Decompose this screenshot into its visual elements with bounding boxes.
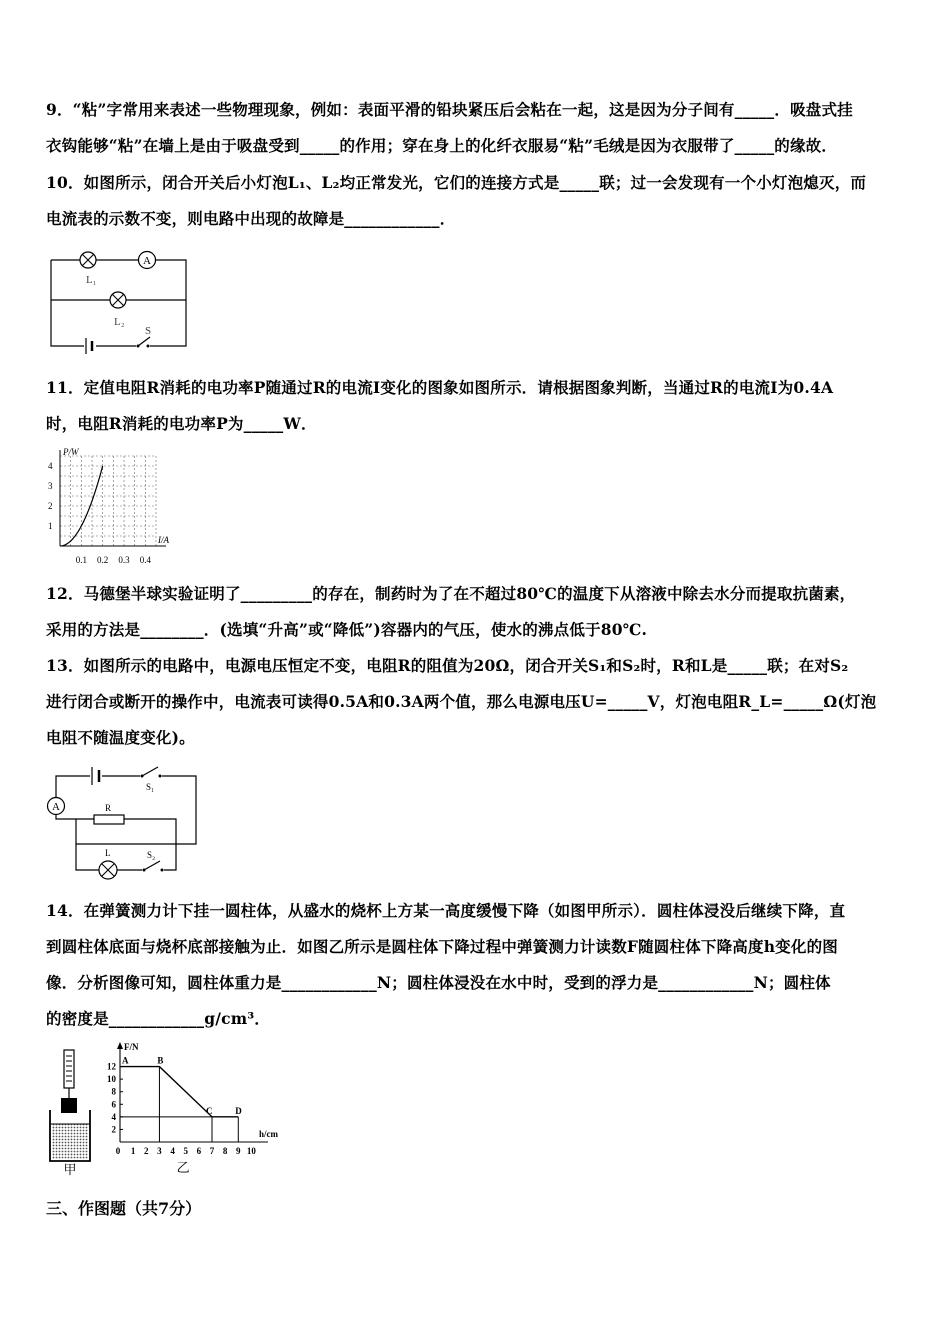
q12-line1: 12．马德堡半球实验证明了_________的存在，制药时为了在不超过80℃的温度下从溶液中除去水分而提取抗菌素，: [46, 584, 856, 603]
q9-line2: 衣钩能够“粘”在墙上是由于吸盘受到_____的作用；穿在身上的化纤衣服易“粘”毛绒是因为衣服带了_____的缘故．: [46, 136, 838, 155]
lamp-l1-label: L₁: [86, 274, 97, 286]
lamp-icon: [99, 861, 117, 879]
lamp-label: L: [105, 848, 111, 858]
x-tick-label: 7: [209, 1146, 215, 1156]
question-12: [46, 576, 908, 648]
figure-yi-label: 乙: [176, 1160, 190, 1175]
resistor-icon: [94, 815, 124, 824]
battery-icon: [90, 767, 102, 785]
q11-line1: 11．定值电阻R消耗的电功率P随通过R的电流I变化的图象如图所示．请根据图象判断，当通过R的电流I为0.4A: [46, 378, 834, 397]
y-tick-label: 12: [107, 1061, 116, 1072]
switch-icon: [136, 337, 150, 350]
x-tick-label: 0.1: [75, 555, 87, 565]
question-9: [46, 92, 908, 164]
y-tick-label: 1: [48, 521, 53, 531]
q10-line2: 电流表的示数不变，则电路中出现的故障是____________．: [46, 209, 456, 228]
beaker-icon: [50, 1110, 90, 1161]
x-tick-label: 6: [196, 1146, 202, 1156]
resistor-label: R: [105, 803, 112, 813]
switch-s2-icon: [142, 861, 164, 874]
lamp-l2-label: L₂: [114, 316, 125, 328]
battery-icon: [84, 338, 96, 354]
y-tick-label: 2: [48, 501, 53, 511]
x-axis-label: I/A: [158, 535, 169, 545]
y-tick-label: 8: [111, 1086, 116, 1097]
q13-line1: 13．如图所示的电路中，电源电压恒定不变，电阻R的阻值为20Ω，闭合开关S₁和S₂时，R和L是_____联；在对S₂: [46, 656, 849, 675]
section-3-heading: 三、作图题（共7分）: [46, 1199, 202, 1218]
y-axis-label: F/N: [124, 1042, 139, 1052]
x-tick-label: 4: [170, 1146, 175, 1156]
x-tick-label: 5: [183, 1146, 188, 1156]
figure-jia-label: 甲: [63, 1162, 77, 1176]
ammeter-icon: [139, 252, 156, 269]
y-tick-label: 4: [111, 1111, 116, 1122]
question-11: [46, 370, 908, 442]
q14-line4: 的密度是____________g/cm³．: [46, 1009, 271, 1028]
q10-line1: 10．如图所示，闭合开关后小灯泡L₁、L₂均正常发光，它们的连接方式是_____联；过一会发现有一个小灯泡熄灭，而: [46, 173, 867, 192]
cylinder-icon: [61, 1098, 77, 1113]
switch-s2-label: S₂: [147, 850, 156, 860]
lamp-l1-icon: [80, 252, 96, 268]
q13-line3: 电阻不随温度变化)。: [46, 728, 195, 747]
switch-s1-icon: [140, 767, 162, 780]
x-tick-label: 0.2: [97, 555, 109, 565]
x-tick-label: 0: [115, 1146, 121, 1156]
y-tick-label: 3: [48, 481, 53, 491]
y-axis-arrow: [117, 1042, 123, 1049]
q11-line2: 时，电阻R消耗的电功率P为_____W．: [46, 414, 317, 433]
point-label-b: B: [157, 1055, 164, 1066]
point-label-a: A: [122, 1055, 129, 1066]
q10-circuit-diagram: [46, 250, 191, 355]
x-tick-label: 8: [222, 1146, 228, 1156]
q13-circuit-diagram: [46, 764, 206, 884]
spring-scale-icon: [64, 1050, 74, 1098]
question-14: [46, 893, 908, 1037]
q11-power-current-chart: [46, 446, 181, 570]
y-axis-label: P/W: [63, 447, 79, 457]
y-tick-label: 10: [107, 1074, 116, 1085]
q13-line2: 进行闭合或断开的操作中，电流表可读得0.5A和0.3A两个值，那么电源电压U=_____V，灯泡电阻R_L=_____Ω(灯泡: [46, 692, 877, 711]
switch-label: S: [145, 325, 152, 337]
point-label-c: C: [206, 1105, 213, 1116]
x-tick-label: 1: [130, 1146, 136, 1156]
q14-line2: 到圆柱体底面与烧杯底部接触为止．如图乙所示是圆柱体下降过程中弹簧测力计读数F随圆柱体下降高度h变化的图: [46, 937, 838, 956]
y-tick-label: 6: [111, 1099, 116, 1110]
q12-line2: 采用的方法是________．(选填“升高”或“降低”)容器内的气压，使水的沸点低于80℃.: [46, 620, 648, 639]
q14-figure-jia: [46, 1048, 96, 1176]
x-tick-label: 2: [144, 1146, 149, 1156]
q14-line3: 像．分析图像可知，圆柱体重力是____________N；圆柱体浸没在水中时，受到的浮力是____________N；圆柱体: [46, 973, 831, 992]
ammeter-icon: [48, 798, 65, 815]
x-tick-label: 3: [157, 1146, 162, 1156]
lamp-l2-icon: [110, 292, 126, 308]
question-13: [46, 648, 908, 756]
x-tick-label: 9: [236, 1146, 241, 1156]
series-line-force: [120, 1067, 238, 1117]
x-tick-label: 10: [246, 1146, 256, 1156]
x-tick-label: 0.3: [118, 555, 130, 565]
question-10: [46, 165, 908, 237]
x-tick-label: 0.4: [139, 555, 151, 565]
q14-force-height-chart: [98, 1040, 290, 1176]
q9-line1: 9．“粘”字常用来表述一些物理现象，例如：表面平滑的铅块紧压后会粘在一起，这是因为分子间有_____．吸盘式挂: [46, 100, 853, 119]
x-axis-label: h/cm: [259, 1129, 278, 1139]
ammeter-label: A: [143, 255, 151, 267]
point-label-d: D: [235, 1105, 242, 1116]
ammeter-label: A: [52, 801, 60, 813]
switch-s1-label: S₁: [146, 782, 155, 792]
y-tick-label: 4: [48, 461, 53, 471]
q14-line1: 14．在弹簧测力计下挂一圆柱体，从盛水的烧杯上方某一高度缓慢下降（如图甲所示）．圆柱体浸没后继续下降，直: [46, 901, 846, 920]
y-tick-label: 2: [111, 1124, 116, 1135]
